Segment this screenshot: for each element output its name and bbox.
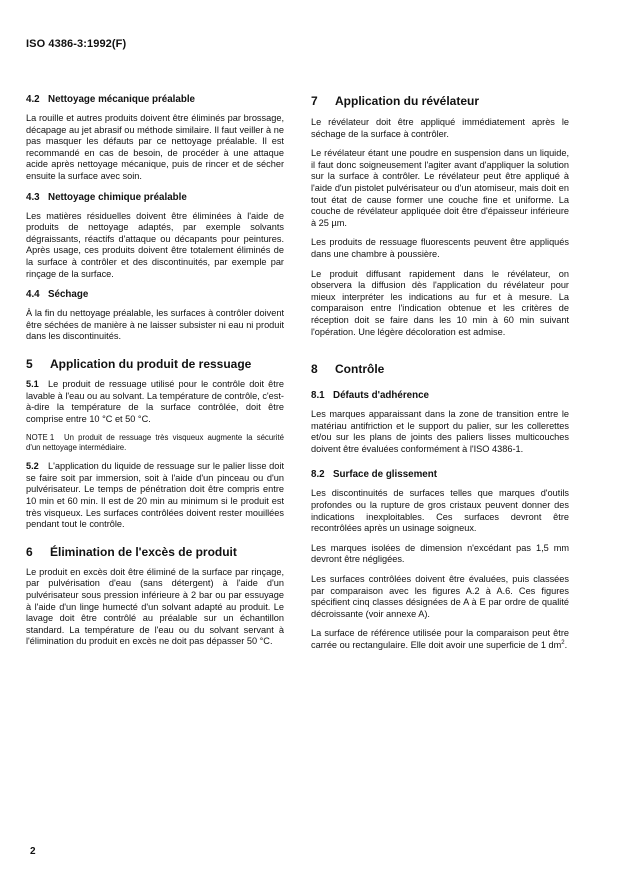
document-header: ISO 4386-3:1992(F) (26, 38, 127, 50)
right-column (311, 90, 569, 652)
section-8-2-text-2: Les marques isolées de dimension n'excédant pas 1,5 mm devront être négligées. (311, 542, 569, 565)
section-4-4-heading: 4.4 Séchage (26, 289, 89, 301)
note-1: NOTE 1 Un produit de ressuage très visqueux augmente la sécurité d'un nettoyage intermédiaire. (26, 433, 284, 453)
section-4-4-text: À la fin du nettoyage préalable, les surfaces à contrôler doivent être séchées de manière à ne laisser subsister ni eau ni produit dans les discontinuités. (26, 308, 284, 342)
section-4-2-heading: 4.2 Nettoyage mécanique préalable (26, 94, 196, 105)
section-6-text: Le produit en excès doit être éliminé de la surface par rinçage, par pulvérisation d'eau (sans détergent) à l'aide d'un pulvérisateur sous pression inférieure à 2 bar ou par essuyage à l'aide d'un linge humecté d'un solvant adapté au produit. Le lavage doit être contrôlé au préalable sur un échantillon standard. La température de l'eau ou du solvant servant à l'élimination du produit en excès ne doit pas dépasser 50 °C. (26, 566, 284, 647)
section-4-2-text: La rouille et autres produits doivent être éliminés par brossage, décapage au jet abrasif ou méthode similaire. Il faut veiller à ne pas masquer les défauts par ce nettoyage préalable. Il est recommandé en cas de besoin, de procéder à une attaque acide après nettoyage mécanique, puis de rincer et de sécher ensuite la surface avec soin. (26, 113, 284, 181)
section-7-text-2: Le révélateur étant une poudre en suspension dans un liquide, il faut donc soigneusement l'agiter avant d'appliquer la solution sur la surface à contrôler. Le révélateur peut être appliqué à l'aide d'un pistolet pulvérisateur ou d'un atomiseur, mais doit en tout état de cause former une couche fine et uniforme. La couche de révélateur appliquée doit être d'épaisseur inférieure à 25 µm. (311, 148, 569, 228)
section-8-2-text-4: La surface de référence utilisée pour la comparaison peut être carrée ou rectangulaire. Elle doit avoir une superficie de 1 $dm^2$. (311, 628, 569, 650)
section-7-text-1: Le révélateur doit être appliqué immédiatement après le séchage de la surface à contrôler. (311, 117, 569, 139)
section-8-1-text: Les marques apparaissant dans la zone de transition entre le matériau antifriction et le support du palier, sur les collerettes et/ou sur les plans de joints des paliers lisses multicouches doivent être évaluées conformément à l'ISO 4386-1. (311, 409, 569, 454)
section-5-2-text: 5.2 L'application du liquide de ressuage sur le palier lisse doit se faire soit par immersion, soit à l'aide d'un pinceau ou d'un pulvérisateur. Le temps de pénétration doit être compris entre 10 min et 60 min. Il est de 20 min au minimum si le produit est très visqueux. Les surfaces contrôlées doivent rester mouillées pendant tout le contrôle. (26, 461, 284, 530)
section-8-2-text-3: Les surfaces contrôlées doivent être évaluées, puis classées par comparaison avec les figures A.2 à A.6. Ces figures spécifient cinq classes désignées de A à E par ordre de qualité décroissante (voir annexe A). (311, 574, 569, 619)
page-number: 2 (30, 846, 36, 857)
section-8-heading: 8 Contrôle (311, 362, 385, 377)
section-7-text-4: Le produit diffusant rapidement dans le révélateur, on observera la diffusion dès l'application du révélateur pour mieux interpréter les indications au fur et à mesure. La comparaison entre l'indication obtenue et les critères de réception doit se faire dans les 10 min à 60 min suivant l'opération. Une légère décoloration est admise. (311, 268, 569, 337)
section-7-heading: 7 Application du révélateur (311, 94, 480, 108)
section-8-2-text-1: Les discontinuités de surfaces telles que marques d'outils profondes ou la rupture de gros cristaux peuvent donner des indications inexploitables. Ces surfaces devront être recontrôlées après un usinage soigneux. (311, 488, 569, 534)
section-5-1-text: 5.1 Le produit de ressuage utilisé pour le contrôle doit être lavable à l'eau ou au solvant. La température de contrôle, c'est-à-dire la température de la surface contrôlée, doit être comprise entre 10 °C et 50 °C. (26, 378, 284, 424)
section-4-3-heading: 4.3 Nettoyage chimique préalable (26, 191, 187, 203)
left-column (26, 90, 284, 648)
section-6-heading: 6 Élimination de l'excès de produit (26, 544, 237, 559)
section-5-heading: 5 Application du produit de ressuage (26, 356, 252, 371)
section-8-1-heading: 8.1 Défauts d'adhérence (311, 390, 429, 402)
section-4-3-text: Les matières résiduelles doivent être éliminées à l'aide de produits de nettoyage adaptés, par exemple solvants dégraissants, réactifs d'attaque ou décapants pour peintures. Après usage, ces produits doivent être totalement éliminés de la surface à contrôler et des discontinuités, par exemple par rinçage de la surface. (26, 210, 284, 279)
section-7-text-3: Les produits de ressuage fluorescents peuvent être appliqués dans une chambre à poussière. (311, 237, 569, 259)
section-8-2-heading: 8.2 Surface de glissement (311, 469, 437, 481)
